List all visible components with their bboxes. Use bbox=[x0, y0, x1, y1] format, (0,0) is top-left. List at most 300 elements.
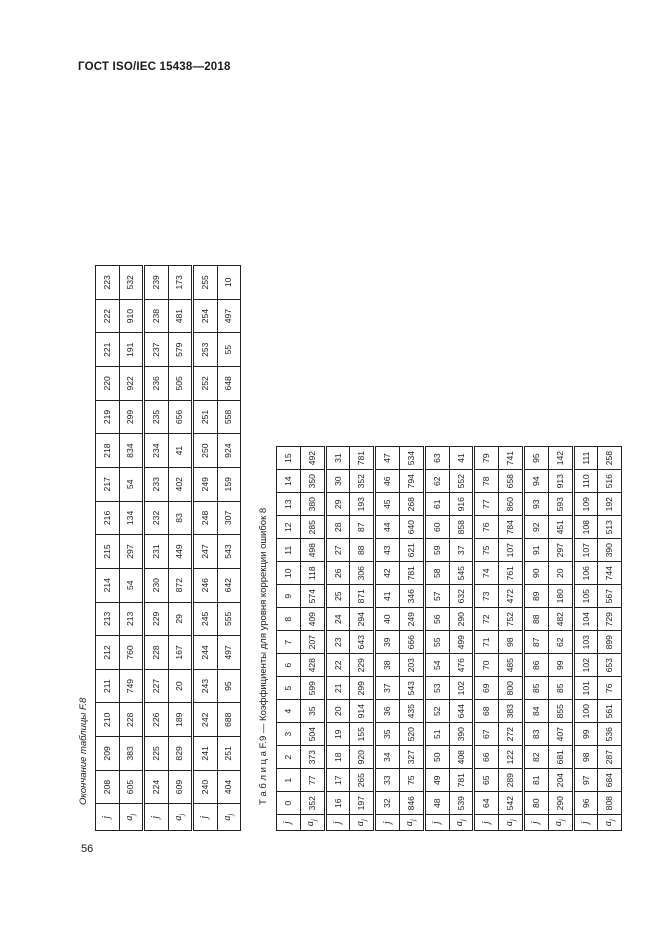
cell-index: 13 bbox=[277, 493, 301, 516]
cell-coefficient: 920 bbox=[350, 746, 375, 769]
cell-index: 110 bbox=[573, 470, 598, 493]
cell-coefficient: 77 bbox=[300, 769, 325, 792]
row-label-a-subscript: j bbox=[458, 819, 467, 822]
cell-index: 209 bbox=[96, 737, 120, 771]
cell-index: 35 bbox=[375, 723, 400, 746]
cell-coefficient: 346 bbox=[399, 585, 424, 608]
cell-index: 51 bbox=[424, 723, 449, 746]
cell-coefficient: 297 bbox=[548, 539, 573, 562]
cell-index: 90 bbox=[523, 562, 548, 585]
table-row bbox=[548, 447, 573, 831]
cell-index: 243 bbox=[193, 669, 218, 703]
cell-index: 107 bbox=[573, 539, 598, 562]
cell-coefficient: 752 bbox=[499, 608, 524, 631]
row-label-a-subscript: j bbox=[508, 819, 517, 822]
cell-coefficient: 428 bbox=[300, 654, 325, 677]
cell-coefficient: 653 bbox=[598, 654, 622, 677]
cell-index: 55 bbox=[424, 631, 449, 654]
cell-coefficient: 504 bbox=[300, 723, 325, 746]
cell-index: 4 bbox=[277, 700, 301, 723]
cell-index: 227 bbox=[144, 669, 169, 703]
cell-index: 15 bbox=[277, 447, 301, 470]
cell-index: 98 bbox=[573, 746, 598, 769]
cell-index: 84 bbox=[523, 700, 548, 723]
table-f9-caption bbox=[258, 508, 269, 805]
cell-index: 30 bbox=[325, 470, 350, 493]
cell-coefficient: 924 bbox=[217, 434, 241, 468]
cell-coefficient: 41 bbox=[168, 434, 193, 468]
cell-coefficient: 497 bbox=[217, 299, 241, 333]
cell-coefficient: 781 bbox=[399, 562, 424, 585]
table-row bbox=[399, 447, 424, 831]
cell-coefficient: 207 bbox=[300, 631, 325, 654]
cell-index: 216 bbox=[96, 501, 120, 535]
cell-coefficient: 173 bbox=[168, 266, 193, 300]
cell-index: 74 bbox=[474, 562, 499, 585]
cell-index: 62 bbox=[424, 470, 449, 493]
row-label-j: j bbox=[375, 815, 400, 831]
cell-coefficient: 871 bbox=[350, 585, 375, 608]
table-f9 bbox=[276, 446, 622, 831]
cell-index: 31 bbox=[325, 447, 350, 470]
cell-coefficient: 20 bbox=[168, 669, 193, 703]
cell-coefficient: 543 bbox=[399, 677, 424, 700]
row-label-a-subscript: j bbox=[310, 819, 319, 822]
cell-index: 75 bbox=[474, 539, 499, 562]
cell-index: 48 bbox=[424, 792, 449, 815]
row-label-a-symbol: a bbox=[553, 821, 565, 827]
cell-coefficient: 729 bbox=[598, 608, 622, 631]
cell-coefficient: 543 bbox=[217, 535, 241, 569]
cell-coefficient: 350 bbox=[300, 470, 325, 493]
cell-index: 5 bbox=[277, 677, 301, 700]
cell-index: 52 bbox=[424, 700, 449, 723]
cell-coefficient: 95 bbox=[217, 669, 241, 703]
row-label-j: j bbox=[144, 804, 169, 831]
cell-coefficient: 476 bbox=[449, 654, 474, 677]
cell-index: 254 bbox=[193, 299, 218, 333]
cell-coefficient: 87 bbox=[350, 516, 375, 539]
cell-index: 105 bbox=[573, 585, 598, 608]
cell-coefficient: 552 bbox=[449, 470, 474, 493]
cell-coefficient: 159 bbox=[217, 467, 241, 501]
cell-coefficient: 481 bbox=[168, 299, 193, 333]
cell-index: 3 bbox=[277, 723, 301, 746]
cell-index: 49 bbox=[424, 769, 449, 792]
cell-index: 218 bbox=[96, 434, 120, 468]
cell-coefficient: 922 bbox=[119, 367, 144, 401]
cell-index: 67 bbox=[474, 723, 499, 746]
cell-index: 38 bbox=[375, 654, 400, 677]
row-label-a bbox=[119, 804, 144, 831]
cell-coefficient: 402 bbox=[168, 467, 193, 501]
cell-index: 25 bbox=[325, 585, 350, 608]
cell-coefficient: 55 bbox=[217, 333, 241, 367]
cell-index: 22 bbox=[325, 654, 350, 677]
cell-coefficient: 204 bbox=[548, 769, 573, 792]
cell-index: 23 bbox=[325, 631, 350, 654]
cell-coefficient: 35 bbox=[300, 700, 325, 723]
cell-index: 215 bbox=[96, 535, 120, 569]
cell-coefficient: 485 bbox=[499, 654, 524, 677]
cell-coefficient: 180 bbox=[548, 585, 573, 608]
cell-index: 64 bbox=[474, 792, 499, 815]
row-label-j: j bbox=[96, 804, 120, 831]
cell-index: 235 bbox=[144, 400, 169, 434]
cell-coefficient: 191 bbox=[119, 333, 144, 367]
cell-index: 61 bbox=[424, 493, 449, 516]
cell-index: 43 bbox=[375, 539, 400, 562]
cell-index: 58 bbox=[424, 562, 449, 585]
cell-index: 54 bbox=[424, 654, 449, 677]
cell-index: 78 bbox=[474, 470, 499, 493]
cell-index: 26 bbox=[325, 562, 350, 585]
cell-coefficient: 609 bbox=[168, 770, 193, 804]
table-row bbox=[499, 447, 524, 831]
cell-index: 7 bbox=[277, 631, 301, 654]
row-label-a bbox=[548, 815, 573, 831]
cell-index: 103 bbox=[573, 631, 598, 654]
cell-index: 231 bbox=[144, 535, 169, 569]
cell-coefficient: 505 bbox=[168, 367, 193, 401]
cell-index: 211 bbox=[96, 669, 120, 703]
cell-coefficient: 390 bbox=[449, 723, 474, 746]
cell-index: 72 bbox=[474, 608, 499, 631]
cell-coefficient: 99 bbox=[548, 654, 573, 677]
row-label-a bbox=[350, 815, 375, 831]
cell-index: 219 bbox=[96, 400, 120, 434]
cell-coefficient: 532 bbox=[119, 266, 144, 300]
cell-index: 33 bbox=[375, 769, 400, 792]
cell-coefficient: 681 bbox=[548, 746, 573, 769]
table-row bbox=[119, 266, 144, 831]
cell-index: 47 bbox=[375, 447, 400, 470]
cell-coefficient: 872 bbox=[168, 568, 193, 602]
cell-coefficient: 249 bbox=[399, 608, 424, 631]
cell-index: 96 bbox=[573, 792, 598, 815]
cell-index: 20 bbox=[325, 700, 350, 723]
cell-index: 250 bbox=[193, 434, 218, 468]
cell-coefficient: 499 bbox=[449, 631, 474, 654]
cell-coefficient: 404 bbox=[217, 770, 241, 804]
cell-coefficient: 910 bbox=[119, 299, 144, 333]
cell-coefficient: 492 bbox=[300, 447, 325, 470]
table-row bbox=[325, 447, 350, 831]
cell-index: 50 bbox=[424, 746, 449, 769]
row-label-j: j bbox=[573, 815, 598, 831]
cell-index: 213 bbox=[96, 602, 120, 636]
table-row bbox=[217, 266, 241, 831]
cell-index: 97 bbox=[573, 769, 598, 792]
cell-index: 18 bbox=[325, 746, 350, 769]
cell-coefficient: 834 bbox=[119, 434, 144, 468]
cell-index: 229 bbox=[144, 602, 169, 636]
cell-coefficient: 197 bbox=[350, 792, 375, 815]
cell-index: 39 bbox=[375, 631, 400, 654]
cell-coefficient: 10 bbox=[217, 266, 241, 300]
cell-coefficient: 605 bbox=[119, 770, 144, 804]
cell-coefficient: 408 bbox=[449, 746, 474, 769]
cell-coefficient: 294 bbox=[350, 608, 375, 631]
table-f9-caption-label: Т а б л и ц а F.9 bbox=[258, 735, 269, 805]
table-f8-caption bbox=[78, 698, 89, 805]
cell-index: 95 bbox=[523, 447, 548, 470]
cell-index: 237 bbox=[144, 333, 169, 367]
cell-coefficient: 749 bbox=[119, 669, 144, 703]
cell-coefficient: 760 bbox=[119, 636, 144, 670]
cell-coefficient: 290 bbox=[449, 608, 474, 631]
cell-index: 69 bbox=[474, 677, 499, 700]
cell-index: 234 bbox=[144, 434, 169, 468]
cell-coefficient: 574 bbox=[300, 585, 325, 608]
cell-coefficient: 688 bbox=[217, 703, 241, 737]
cell-coefficient: 409 bbox=[300, 608, 325, 631]
cell-coefficient: 744 bbox=[598, 562, 622, 585]
cell-coefficient: 593 bbox=[548, 493, 573, 516]
row-label-a-subscript: j bbox=[558, 819, 567, 822]
cell-coefficient: 800 bbox=[499, 677, 524, 700]
cell-coefficient: 561 bbox=[598, 700, 622, 723]
cell-coefficient: 272 bbox=[499, 723, 524, 746]
row-label-a bbox=[217, 804, 241, 831]
row-label-j: j bbox=[193, 804, 218, 831]
cell-coefficient: 498 bbox=[300, 539, 325, 562]
cell-coefficient: 88 bbox=[350, 539, 375, 562]
cell-coefficient: 808 bbox=[598, 792, 622, 815]
cell-coefficient: 85 bbox=[548, 677, 573, 700]
cell-index: 210 bbox=[96, 703, 120, 737]
cell-index: 100 bbox=[573, 700, 598, 723]
cell-index: 87 bbox=[523, 631, 548, 654]
cell-coefficient: 567 bbox=[598, 585, 622, 608]
cell-coefficient: 555 bbox=[217, 602, 241, 636]
row-label-a bbox=[499, 815, 524, 831]
cell-coefficient: 327 bbox=[399, 746, 424, 769]
cell-index: 253 bbox=[193, 333, 218, 367]
cell-coefficient: 449 bbox=[168, 535, 193, 569]
cell-index: 16 bbox=[325, 792, 350, 815]
cell-coefficient: 37 bbox=[449, 539, 474, 562]
cell-coefficient: 781 bbox=[449, 769, 474, 792]
row-label-a-subscript: j bbox=[359, 819, 368, 822]
row-label-a-symbol: a bbox=[503, 821, 515, 827]
cell-coefficient: 913 bbox=[548, 470, 573, 493]
cell-index: 2 bbox=[277, 746, 301, 769]
cell-index: 34 bbox=[375, 746, 400, 769]
cell-coefficient: 666 bbox=[399, 631, 424, 654]
cell-index: 224 bbox=[144, 770, 169, 804]
row-label-a-symbol: a bbox=[221, 815, 233, 821]
table-f8-caption-text: Окончание таблицы F.8 bbox=[78, 697, 89, 805]
cell-index: 106 bbox=[573, 562, 598, 585]
cell-coefficient: 297 bbox=[119, 535, 144, 569]
cell-index: 14 bbox=[277, 470, 301, 493]
cell-coefficient: 656 bbox=[168, 400, 193, 434]
row-label-a-symbol: a bbox=[305, 821, 317, 827]
cell-coefficient: 899 bbox=[598, 631, 622, 654]
cell-index: 239 bbox=[144, 266, 169, 300]
cell-index: 236 bbox=[144, 367, 169, 401]
cell-coefficient: 741 bbox=[499, 447, 524, 470]
table-row bbox=[193, 266, 218, 831]
cell-coefficient: 352 bbox=[300, 792, 325, 815]
cell-coefficient: 203 bbox=[399, 654, 424, 677]
row-label-a bbox=[168, 804, 193, 831]
cell-index: 92 bbox=[523, 516, 548, 539]
cell-coefficient: 784 bbox=[499, 516, 524, 539]
cell-index: 36 bbox=[375, 700, 400, 723]
cell-index: 59 bbox=[424, 539, 449, 562]
cell-coefficient: 599 bbox=[300, 677, 325, 700]
cell-index: 17 bbox=[325, 769, 350, 792]
row-label-a bbox=[300, 815, 325, 831]
cell-coefficient: 155 bbox=[350, 723, 375, 746]
cell-coefficient: 380 bbox=[300, 493, 325, 516]
table-row bbox=[424, 447, 449, 831]
cell-coefficient: 497 bbox=[217, 636, 241, 670]
cell-coefficient: 213 bbox=[119, 602, 144, 636]
cell-coefficient: 118 bbox=[300, 562, 325, 585]
cell-index: 45 bbox=[375, 493, 400, 516]
cell-coefficient: 192 bbox=[598, 493, 622, 516]
cell-index: 42 bbox=[375, 562, 400, 585]
document-header: ГОСТ ISO/IEC 15438—2018 bbox=[78, 61, 231, 73]
cell-coefficient: 167 bbox=[168, 636, 193, 670]
cell-index: 249 bbox=[193, 467, 218, 501]
cell-index: 232 bbox=[144, 501, 169, 535]
table-row bbox=[168, 266, 193, 831]
table-row bbox=[350, 447, 375, 831]
cell-index: 32 bbox=[375, 792, 400, 815]
cell-coefficient: 287 bbox=[598, 746, 622, 769]
cell-coefficient: 307 bbox=[217, 501, 241, 535]
cell-coefficient: 534 bbox=[399, 447, 424, 470]
row-label-j: j bbox=[523, 815, 548, 831]
cell-coefficient: 451 bbox=[548, 516, 573, 539]
cell-index: 252 bbox=[193, 367, 218, 401]
cell-coefficient: 658 bbox=[499, 470, 524, 493]
row-label-a bbox=[399, 815, 424, 831]
table-row bbox=[474, 447, 499, 831]
cell-coefficient: 54 bbox=[119, 467, 144, 501]
cell-coefficient: 75 bbox=[399, 769, 424, 792]
cell-coefficient: 299 bbox=[350, 677, 375, 700]
cell-index: 8 bbox=[277, 608, 301, 631]
cell-index: 85 bbox=[523, 677, 548, 700]
cell-coefficient: 435 bbox=[399, 700, 424, 723]
cell-index: 68 bbox=[474, 700, 499, 723]
row-label-a-symbol: a bbox=[602, 821, 614, 827]
cell-index: 228 bbox=[144, 636, 169, 670]
cell-index: 65 bbox=[474, 769, 499, 792]
cell-index: 76 bbox=[474, 516, 499, 539]
cell-index: 0 bbox=[277, 792, 301, 815]
row-label-j: j bbox=[474, 815, 499, 831]
cell-index: 93 bbox=[523, 493, 548, 516]
cell-index: 28 bbox=[325, 516, 350, 539]
cell-coefficient: 290 bbox=[548, 792, 573, 815]
cell-index: 12 bbox=[277, 516, 301, 539]
cell-coefficient: 794 bbox=[399, 470, 424, 493]
cell-coefficient: 76 bbox=[598, 677, 622, 700]
cell-coefficient: 285 bbox=[300, 516, 325, 539]
cell-coefficient: 539 bbox=[449, 792, 474, 815]
cell-coefficient: 513 bbox=[598, 516, 622, 539]
cell-coefficient: 289 bbox=[499, 769, 524, 792]
cell-coefficient: 761 bbox=[499, 562, 524, 585]
cell-coefficient: 41 bbox=[449, 447, 474, 470]
cell-index: 6 bbox=[277, 654, 301, 677]
cell-coefficient: 846 bbox=[399, 792, 424, 815]
cell-index: 217 bbox=[96, 467, 120, 501]
row-label-j: j bbox=[325, 815, 350, 831]
cell-index: 222 bbox=[96, 299, 120, 333]
cell-coefficient: 107 bbox=[499, 539, 524, 562]
cell-coefficient: 643 bbox=[350, 631, 375, 654]
cell-index: 246 bbox=[193, 568, 218, 602]
cell-coefficient: 545 bbox=[449, 562, 474, 585]
cell-coefficient: 20 bbox=[548, 562, 573, 585]
row-label-a-subscript: j bbox=[128, 813, 137, 816]
cell-index: 102 bbox=[573, 654, 598, 677]
cell-coefficient: 472 bbox=[499, 585, 524, 608]
page-number: 56 bbox=[81, 843, 94, 855]
row-label-a-symbol: a bbox=[172, 815, 184, 821]
row-label-a bbox=[598, 815, 622, 831]
row-label-a bbox=[449, 815, 474, 831]
cell-coefficient: 83 bbox=[168, 501, 193, 535]
cell-coefficient: 383 bbox=[119, 737, 144, 771]
row-label-j: j bbox=[277, 815, 301, 831]
cell-coefficient: 684 bbox=[598, 769, 622, 792]
cell-index: 245 bbox=[193, 602, 218, 636]
cell-index: 44 bbox=[375, 516, 400, 539]
cell-index: 242 bbox=[193, 703, 218, 737]
cell-index: 226 bbox=[144, 703, 169, 737]
cell-index: 244 bbox=[193, 636, 218, 670]
row-label-a-subscript: j bbox=[177, 813, 186, 816]
cell-coefficient: 229 bbox=[350, 654, 375, 677]
cell-index: 221 bbox=[96, 333, 120, 367]
cell-index: 109 bbox=[573, 493, 598, 516]
cell-index: 53 bbox=[424, 677, 449, 700]
cell-index: 57 bbox=[424, 585, 449, 608]
cell-coefficient: 251 bbox=[217, 737, 241, 771]
cell-index: 37 bbox=[375, 677, 400, 700]
row-label-a-symbol: a bbox=[354, 821, 366, 827]
cell-index: 10 bbox=[277, 562, 301, 585]
cell-coefficient: 373 bbox=[300, 746, 325, 769]
cell-coefficient: 306 bbox=[350, 562, 375, 585]
cell-index: 248 bbox=[193, 501, 218, 535]
cell-index: 230 bbox=[144, 568, 169, 602]
cell-coefficient: 542 bbox=[499, 792, 524, 815]
table-row bbox=[573, 447, 598, 831]
cell-coefficient: 579 bbox=[168, 333, 193, 367]
cell-index: 71 bbox=[474, 631, 499, 654]
table-row bbox=[523, 447, 548, 831]
table-row bbox=[598, 447, 622, 831]
cell-coefficient: 265 bbox=[350, 769, 375, 792]
row-label-a-subscript: j bbox=[409, 819, 418, 822]
cell-coefficient: 122 bbox=[499, 746, 524, 769]
table-f9-caption-title: — Коэффициенты для уровня коррекции ошибок 8 bbox=[258, 507, 269, 736]
cell-coefficient: 54 bbox=[119, 568, 144, 602]
cell-index: 60 bbox=[424, 516, 449, 539]
cell-index: 56 bbox=[424, 608, 449, 631]
cell-index: 94 bbox=[523, 470, 548, 493]
cell-index: 251 bbox=[193, 400, 218, 434]
